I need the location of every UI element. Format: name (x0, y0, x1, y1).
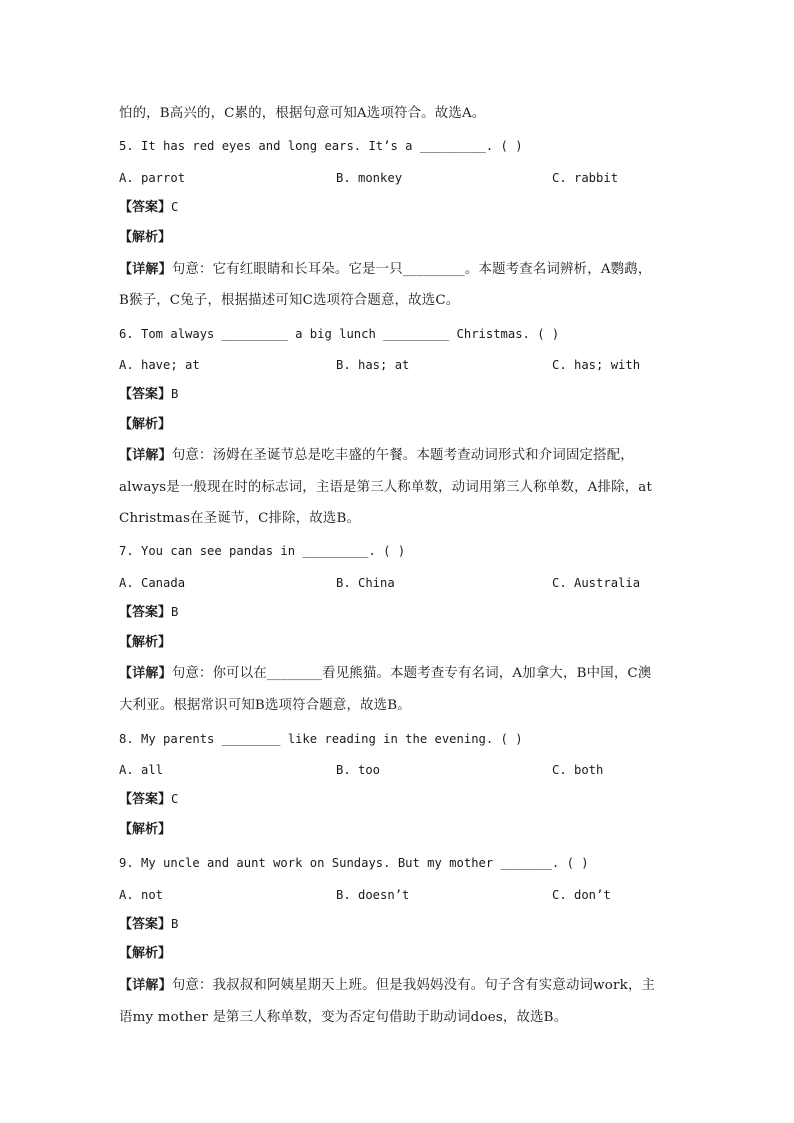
q5-detail-line-1 (119, 262, 651, 278)
q6-detail-line-1 (119, 448, 634, 464)
explanation-continuation: 怕的，B高兴的，C累的，根据句意可知A选项符合。故选A。 (119, 106, 486, 121)
answer-tag: 【答案】 (119, 387, 172, 402)
q7-detail-line-2: 大利亚。根据常识可知B选项符合题意，故选B。 (119, 698, 411, 713)
q7-option-b: B. China (336, 576, 395, 590)
q6-option-c: C. has; with (552, 358, 641, 372)
q5-option-b: B. monkey (336, 171, 403, 185)
q7-answer (119, 604, 178, 621)
answer-value: B (171, 387, 179, 401)
q5-answer (119, 199, 178, 216)
question-6: 6. Tom always _________ a big lunch _________ Christmas. ( ) (119, 327, 560, 341)
q7-option-c: C. Australia (552, 576, 641, 590)
question-5: 5. It has red eyes and long ears. It’s a _________. ( ) (119, 139, 523, 153)
q9-option-b: B. doesn’t (336, 888, 410, 902)
q5-detail-line-2: B猴子，C兔子，根据描述可知C选项符合题意，故选C。 (119, 293, 460, 308)
q9-answer (119, 916, 178, 933)
answer-value: B (171, 917, 179, 931)
detail-tag: 【详解】 (119, 978, 172, 993)
question-7: 7. You can see pandas in _________. ( ) (119, 544, 406, 558)
answer-tag: 【答案】 (119, 605, 172, 620)
q7-detail-line-1 (119, 666, 651, 682)
q9-detail-line-1 (119, 978, 655, 994)
q5-option-c: C. rabbit (552, 171, 619, 185)
answer-tag: 【答案】 (119, 200, 172, 215)
q8-option-c: C. both (552, 763, 604, 777)
detail-text: 句意：你可以在________看见熊猫。本题考查专有名词，A加拿大，B中国，C澳 (171, 666, 652, 681)
q9-analysis-heading: 【解析】 (119, 946, 172, 961)
answer-value: C (171, 200, 179, 214)
answer-tag: 【答案】 (119, 917, 172, 932)
detail-text: 句意：汤姆在圣诞节总是吃丰盛的午餐。本题考查动词形式和介词固定搭配， (171, 448, 634, 463)
q8-answer (119, 791, 178, 808)
q6-detail-line-3: Christmas在圣诞节，C排除，故选B。 (119, 511, 361, 526)
q5-option-a: A. parrot (119, 171, 186, 185)
q9-option-c: C. don’t (552, 888, 611, 902)
q9-option-a: A. not (119, 888, 164, 902)
q7-option-a: A. Canada (119, 576, 186, 590)
detail-tag: 【详解】 (119, 666, 172, 681)
detail-text: 句意：它有红眼睛和长耳朵。它是一只_________。本题考查名词辨析，A鹦鹉， (171, 262, 652, 277)
q8-option-a: A. all (119, 763, 164, 777)
q6-detail-line-2: always是一般现在时的标志词，主语是第三人称单数，动词用第三人称单数，A排除，at (119, 480, 653, 495)
q8-analysis-heading: 【解析】 (119, 822, 172, 837)
answer-value: C (171, 792, 179, 806)
q5-analysis-heading: 【解析】 (119, 230, 172, 245)
q8-option-b: B. too (336, 763, 381, 777)
q9-detail-line-2: 语my mother 是第三人称单数，变为否定句借助于助动词does，故选B。 (119, 1010, 568, 1025)
detail-tag: 【详解】 (119, 448, 172, 463)
q6-analysis-heading: 【解析】 (119, 417, 172, 432)
detail-text: 句意：我叔叔和阿姨星期天上班。但是我妈妈没有。句子含有实意动词work，主 (171, 978, 656, 993)
q6-option-a: A. have; at (119, 358, 200, 372)
answer-value: B (171, 605, 179, 619)
detail-tag: 【详解】 (119, 262, 172, 277)
q6-answer (119, 386, 178, 403)
q7-analysis-heading: 【解析】 (119, 635, 172, 650)
question-8: 8. My parents ________ like reading in the evening. ( ) (119, 732, 523, 746)
question-9: 9. My uncle and aunt work on Sundays. But my mother _______. ( ) (119, 856, 589, 870)
q6-option-b: B. has; at (336, 358, 410, 372)
answer-tag: 【答案】 (119, 792, 172, 807)
